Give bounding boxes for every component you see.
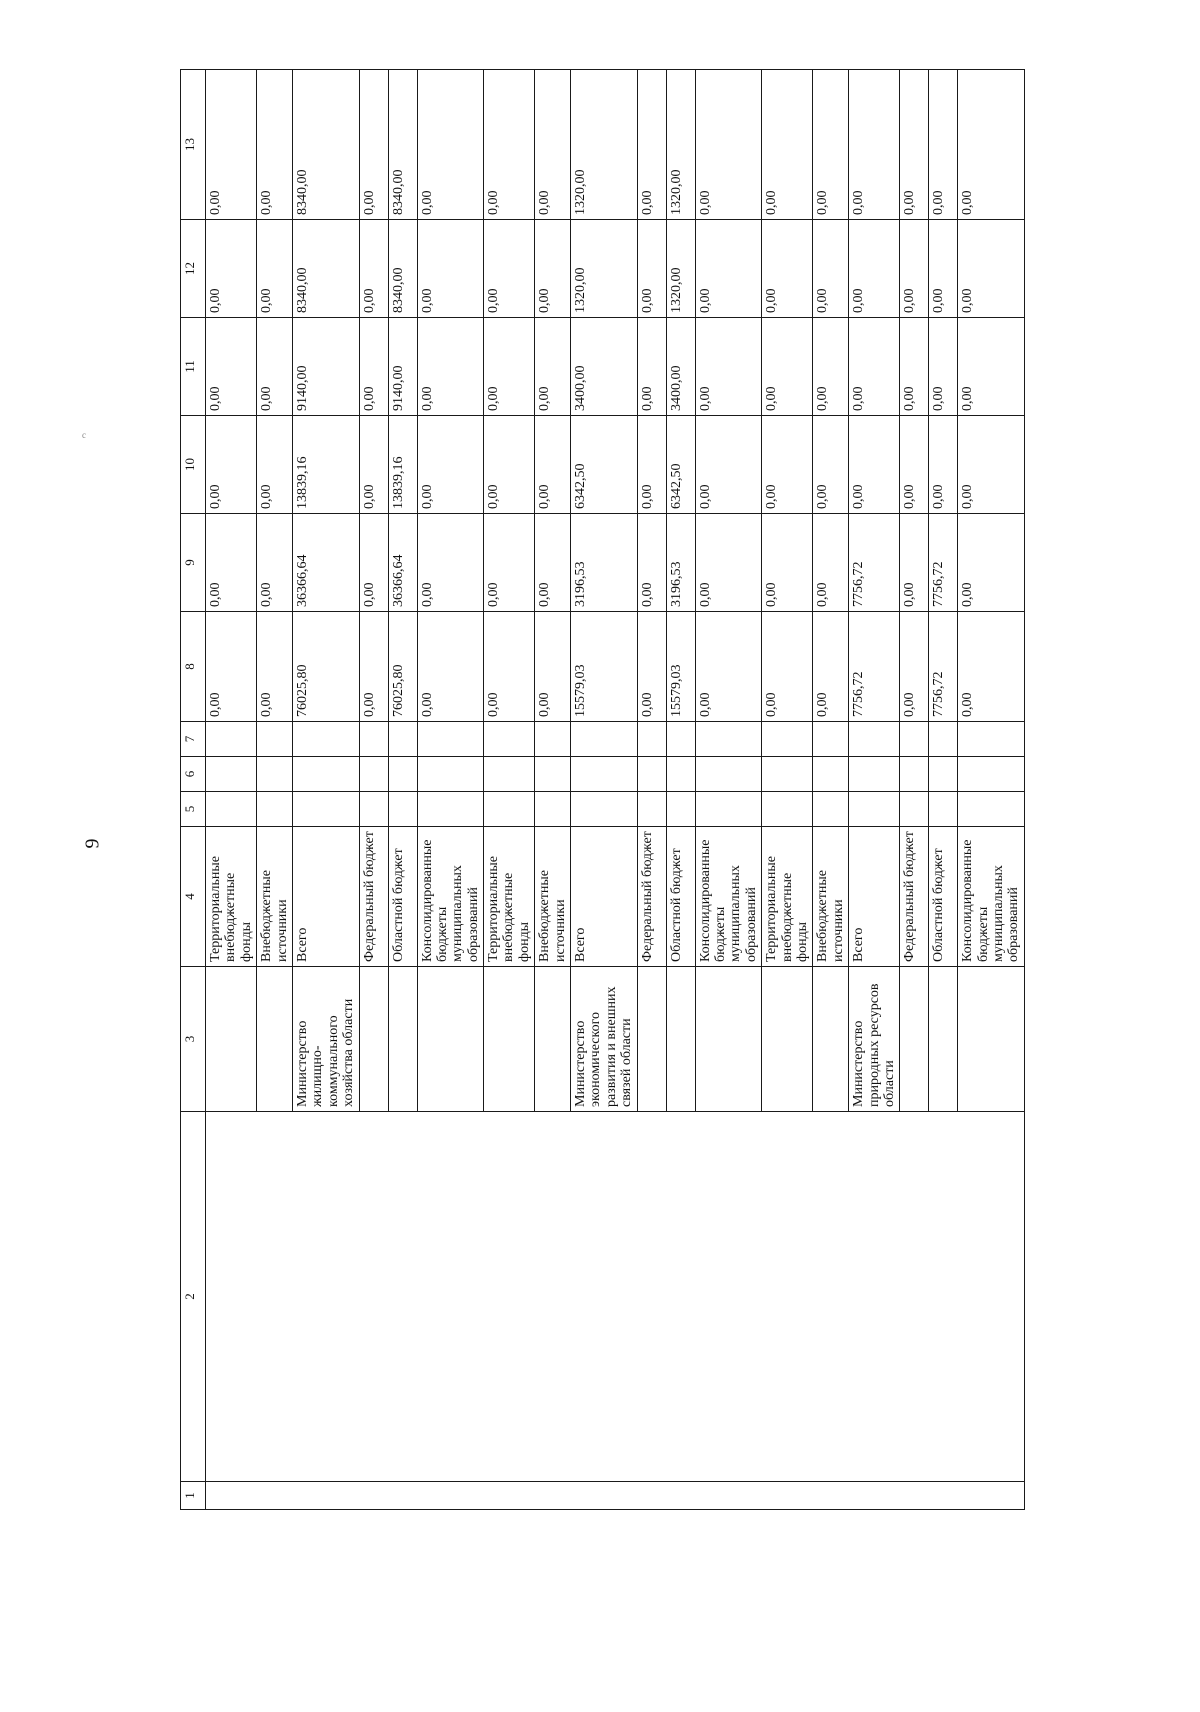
column-5-cell (762, 792, 813, 827)
column-5-cell (813, 792, 849, 827)
amount-cell: 0,00 (900, 514, 929, 612)
column-7-cell (929, 722, 958, 757)
amount-cell: 0,00 (206, 318, 257, 416)
amount-cell: 0,00 (929, 416, 958, 514)
executor-cell (535, 967, 571, 1112)
amount-cell: 0,00 (929, 220, 958, 318)
header-col-1: 1 (181, 1482, 206, 1510)
amount-cell: 0,00 (535, 70, 571, 220)
header-col-6: 6 (181, 757, 206, 792)
amount-cell: 1320,00 (571, 70, 638, 220)
funding-source-cell: Всего (292, 827, 359, 967)
funding-source-cell: Всего (571, 827, 638, 967)
column-5-cell (484, 792, 535, 827)
amount-cell: 0,00 (359, 220, 388, 318)
column-5-cell (292, 792, 359, 827)
amount-cell: 0,00 (762, 416, 813, 514)
amount-cell: 3196,53 (571, 514, 638, 612)
amount-cell: 0,00 (257, 612, 293, 722)
column-5-cell (535, 792, 571, 827)
column-7-cell (359, 722, 388, 757)
executor-cell: Министерство природных ресурсов области (849, 967, 900, 1112)
amount-cell: 0,00 (958, 514, 1025, 612)
column-7-cell (388, 722, 417, 757)
amount-cell: 76025,80 (292, 612, 359, 722)
amount-cell: 0,00 (417, 318, 484, 416)
amount-cell: 0,00 (958, 70, 1025, 220)
column-6-cell (292, 757, 359, 792)
amount-cell: 0,00 (484, 70, 535, 220)
funding-source-cell: Территориальные внебюджетные фонды (206, 827, 257, 967)
amount-cell: 0,00 (637, 70, 666, 220)
amount-cell: 0,00 (695, 612, 762, 722)
amount-cell: 7756,72 (849, 514, 900, 612)
amount-cell: 1320,00 (666, 220, 695, 318)
column-6-cell (762, 757, 813, 792)
amount-cell: 0,00 (206, 416, 257, 514)
amount-cell: 0,00 (900, 220, 929, 318)
column-number-row (181, 70, 206, 1510)
funding-source-cell: Внебюджетные источники (535, 827, 571, 967)
amount-cell: 0,00 (257, 514, 293, 612)
amount-cell: 8340,00 (292, 220, 359, 318)
amount-cell: 0,00 (484, 416, 535, 514)
amount-cell: 0,00 (900, 318, 929, 416)
column-5-cell (929, 792, 958, 827)
amount-cell: 0,00 (900, 612, 929, 722)
amount-cell: 1320,00 (666, 70, 695, 220)
column-7-cell (535, 722, 571, 757)
column-5-cell (359, 792, 388, 827)
executor-cell (958, 967, 1025, 1112)
amount-cell: 0,00 (929, 70, 958, 220)
funding-source-cell: Областной бюджет (929, 827, 958, 967)
column-6-cell (206, 757, 257, 792)
column-6-cell (359, 757, 388, 792)
column-7-cell (257, 722, 293, 757)
column-7-cell (958, 722, 1025, 757)
amount-cell: 0,00 (695, 220, 762, 318)
amount-cell: 7756,72 (929, 514, 958, 612)
column-7-cell (849, 722, 900, 757)
amount-cell: 0,00 (484, 514, 535, 612)
amount-cell: 0,00 (206, 612, 257, 722)
amount-cell: 0,00 (535, 416, 571, 514)
amount-cell: 3400,00 (571, 318, 638, 416)
amount-cell: 0,00 (535, 220, 571, 318)
header-col-4: 4 (181, 827, 206, 967)
amount-cell: 0,00 (206, 220, 257, 318)
funding-source-cell: Всего (849, 827, 900, 967)
amount-cell: 15579,03 (666, 612, 695, 722)
amount-cell: 0,00 (359, 612, 388, 722)
amount-cell: 0,00 (762, 612, 813, 722)
amount-cell: 0,00 (637, 416, 666, 514)
executor-cell (257, 967, 293, 1112)
funding-source-cell: Территориальные внебюджетные фонды (484, 827, 535, 967)
column-5-cell (900, 792, 929, 827)
amount-cell: 0,00 (206, 70, 257, 220)
amount-cell: 0,00 (484, 612, 535, 722)
funding-source-cell: Федеральный бюджет (359, 827, 388, 967)
amount-cell: 0,00 (958, 220, 1025, 318)
amount-cell: 0,00 (535, 612, 571, 722)
column-6-cell (695, 757, 762, 792)
funding-source-cell: Областной бюджет (388, 827, 417, 967)
column-7-cell (813, 722, 849, 757)
amount-cell: 0,00 (359, 514, 388, 612)
executor-cell (388, 967, 417, 1112)
amount-cell: 0,00 (359, 318, 388, 416)
header-col-8: 8 (181, 612, 206, 722)
amount-cell: 0,00 (206, 514, 257, 612)
executor-cell (359, 967, 388, 1112)
amount-cell: 0,00 (762, 70, 813, 220)
column-6-cell (571, 757, 638, 792)
amount-cell: 8340,00 (292, 70, 359, 220)
funding-source-cell: Территориальные внебюджетные фонды (762, 827, 813, 967)
amount-cell: 0,00 (695, 514, 762, 612)
amount-cell: 1320,00 (571, 220, 638, 318)
funding-source-cell: Внебюджетные источники (257, 827, 293, 967)
executor-cell (900, 967, 929, 1112)
amount-cell: 0,00 (535, 318, 571, 416)
amount-cell: 0,00 (929, 318, 958, 416)
amount-cell: 0,00 (813, 70, 849, 220)
amount-cell: 0,00 (958, 318, 1025, 416)
amount-cell: 6342,50 (571, 416, 638, 514)
amount-cell: 0,00 (695, 318, 762, 416)
amount-cell: 0,00 (637, 318, 666, 416)
amount-cell: 0,00 (695, 416, 762, 514)
amount-cell: 0,00 (813, 220, 849, 318)
amount-cell: 0,00 (417, 416, 484, 514)
header-col-2: 2 (181, 1112, 206, 1482)
scan-speck: c (82, 430, 86, 440)
executor-cell (666, 967, 695, 1112)
executor-cell (762, 967, 813, 1112)
amount-cell: 15579,03 (571, 612, 638, 722)
header-col-12: 12 (181, 220, 206, 318)
column-5-cell (388, 792, 417, 827)
column-5-cell (206, 792, 257, 827)
column-5-cell (637, 792, 666, 827)
amount-cell: 0,00 (637, 612, 666, 722)
amount-cell: 0,00 (813, 416, 849, 514)
executor-cell: Министерство экономического развития и внешних связей области (571, 967, 638, 1112)
column-6-cell (929, 757, 958, 792)
executor-cell (484, 967, 535, 1112)
column-7-cell (900, 722, 929, 757)
amount-cell: 0,00 (695, 70, 762, 220)
amount-cell: 0,00 (359, 416, 388, 514)
executor-cell (637, 967, 666, 1112)
header-col-13: 13 (181, 70, 206, 220)
column-1-cell (206, 1482, 1025, 1510)
amount-cell: 0,00 (762, 318, 813, 416)
amount-cell: 0,00 (637, 514, 666, 612)
amount-cell: 0,00 (958, 416, 1025, 514)
funding-source-cell: Внебюджетные источники (813, 827, 849, 967)
amount-cell: 9140,00 (292, 318, 359, 416)
column-6-cell (813, 757, 849, 792)
amount-cell: 0,00 (484, 318, 535, 416)
column-2-cell (206, 1112, 1025, 1482)
header-col-5: 5 (181, 792, 206, 827)
executor-cell (929, 967, 958, 1112)
executor-cell (417, 967, 484, 1112)
column-6-cell (849, 757, 900, 792)
column-7-cell (695, 722, 762, 757)
column-6-cell (535, 757, 571, 792)
column-7-cell (292, 722, 359, 757)
amount-cell: 0,00 (813, 514, 849, 612)
amount-cell: 0,00 (849, 220, 900, 318)
amount-cell: 36366,64 (292, 514, 359, 612)
header-col-9: 9 (181, 514, 206, 612)
table-row (206, 70, 257, 1510)
column-5-cell (571, 792, 638, 827)
amount-cell: 0,00 (813, 612, 849, 722)
column-6-cell (257, 757, 293, 792)
column-6-cell (637, 757, 666, 792)
amount-cell: 13839,16 (292, 416, 359, 514)
amount-cell: 7756,72 (849, 612, 900, 722)
amount-cell: 3196,53 (666, 514, 695, 612)
amount-cell: 0,00 (849, 70, 900, 220)
column-5-cell (257, 792, 293, 827)
column-6-cell (900, 757, 929, 792)
amount-cell: 9140,00 (388, 318, 417, 416)
amount-cell: 6342,50 (666, 416, 695, 514)
column-6-cell (666, 757, 695, 792)
header-col-11: 11 (181, 318, 206, 416)
amount-cell: 76025,80 (388, 612, 417, 722)
page-number: 9 (81, 838, 104, 849)
column-7-cell (206, 722, 257, 757)
column-6-cell (484, 757, 535, 792)
column-7-cell (762, 722, 813, 757)
header-col-7: 7 (181, 722, 206, 757)
column-5-cell (695, 792, 762, 827)
amount-cell: 0,00 (257, 318, 293, 416)
column-6-cell (958, 757, 1025, 792)
amount-cell: 0,00 (417, 612, 484, 722)
column-7-cell (484, 722, 535, 757)
column-5-cell (958, 792, 1025, 827)
column-5-cell (849, 792, 900, 827)
amount-cell: 0,00 (813, 318, 849, 416)
amount-cell: 0,00 (535, 514, 571, 612)
executor-cell (695, 967, 762, 1112)
financing-table (180, 69, 1025, 1510)
header-col-3: 3 (181, 967, 206, 1112)
funding-source-cell: Федеральный бюджет (900, 827, 929, 967)
column-6-cell (388, 757, 417, 792)
amount-cell: 0,00 (900, 416, 929, 514)
amount-cell: 0,00 (637, 220, 666, 318)
executor-cell (206, 967, 257, 1112)
column-7-cell (666, 722, 695, 757)
executor-cell (813, 967, 849, 1112)
amount-cell: 8340,00 (388, 70, 417, 220)
column-5-cell (417, 792, 484, 827)
column-7-cell (637, 722, 666, 757)
amount-cell: 0,00 (417, 70, 484, 220)
amount-cell: 0,00 (762, 514, 813, 612)
column-6-cell (417, 757, 484, 792)
amount-cell: 0,00 (257, 220, 293, 318)
amount-cell: 0,00 (762, 220, 813, 318)
column-7-cell (571, 722, 638, 757)
amount-cell: 0,00 (257, 416, 293, 514)
amount-cell: 0,00 (257, 70, 293, 220)
amount-cell: 7756,72 (929, 612, 958, 722)
executor-cell: Министерство жилищно-коммунального хозяйства области (292, 967, 359, 1112)
column-7-cell (417, 722, 484, 757)
amount-cell: 0,00 (417, 220, 484, 318)
column-5-cell (666, 792, 695, 827)
amount-cell: 0,00 (359, 70, 388, 220)
amount-cell: 0,00 (417, 514, 484, 612)
amount-cell: 3400,00 (666, 318, 695, 416)
amount-cell: 8340,00 (388, 220, 417, 318)
amount-cell: 0,00 (849, 416, 900, 514)
amount-cell: 0,00 (900, 70, 929, 220)
amount-cell: 36366,64 (388, 514, 417, 612)
amount-cell: 0,00 (958, 612, 1025, 722)
rotated-table-container (180, 70, 1120, 1510)
funding-source-cell: Консолидированные бюджеты муниципальных образований (695, 827, 762, 967)
amount-cell: 0,00 (484, 220, 535, 318)
amount-cell: 13839,16 (388, 416, 417, 514)
funding-source-cell: Консолидированные бюджеты муниципальных образований (417, 827, 484, 967)
header-col-10: 10 (181, 416, 206, 514)
funding-source-cell: Консолидированные бюджеты муниципальных образований (958, 827, 1025, 967)
funding-source-cell: Областной бюджет (666, 827, 695, 967)
funding-source-cell: Федеральный бюджет (637, 827, 666, 967)
amount-cell: 0,00 (849, 318, 900, 416)
